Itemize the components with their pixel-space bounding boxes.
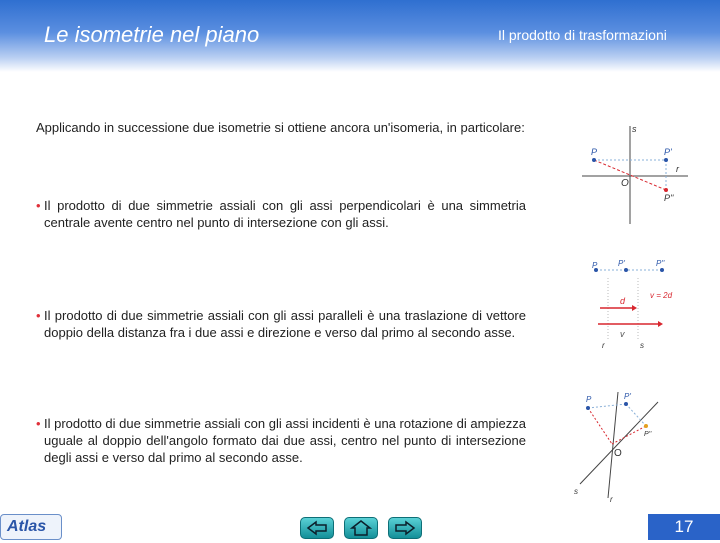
bullet-marker: • (36, 416, 41, 431)
point-p2 (644, 424, 648, 428)
label-p: P (592, 261, 598, 270)
axis-label-r: r (610, 495, 613, 504)
arrow-right-icon (389, 518, 421, 538)
bullet-perpendicular (36, 197, 526, 231)
label-p: P (586, 395, 592, 404)
page-number: 17 (648, 514, 720, 540)
label-p2: P'' (644, 431, 652, 438)
home-icon (345, 518, 377, 538)
home-button[interactable] (344, 517, 378, 539)
vector-equation: v = 2d (650, 291, 673, 300)
point-p2 (660, 268, 664, 272)
bullet-incident (36, 415, 526, 466)
axis-label-r: r (676, 164, 679, 174)
axis-label-s: s (632, 124, 637, 134)
point-p (592, 158, 596, 162)
bullet-text: Il prodotto di due simmetrie assiali con gli assi perpendicolari è una simmetria centrale avente centro nel punto di intersezione con gli assi. (44, 198, 526, 230)
figure-parallel (586, 252, 690, 352)
label-p1: P' (664, 147, 672, 157)
bullet-marker: • (36, 198, 41, 213)
forward-button[interactable] (388, 517, 422, 539)
label-p1: P' (624, 392, 631, 401)
axis-label-s: s (574, 487, 578, 496)
point-p1 (664, 158, 668, 162)
point-p2 (664, 188, 668, 192)
figure-perpendicular (580, 120, 690, 228)
page-title: Le isometrie nel piano (44, 22, 260, 47)
vector-label-v: v (620, 329, 625, 339)
point-p1 (624, 268, 628, 272)
label-p1: P' (618, 259, 625, 268)
bullet-marker: • (36, 308, 41, 323)
axis-label-r: r (602, 341, 605, 350)
section-subtitle: Il prodotto di trasformazioni (498, 27, 667, 43)
point-p1 (624, 402, 628, 406)
logo-text: Atlas (7, 518, 47, 535)
bullet-parallel (36, 307, 526, 341)
center-label-o: O (614, 448, 622, 459)
vector-label-d: d (620, 296, 626, 306)
intro-text: Applicando in successione due isometrie si ottiene ancora un'isomeria, in particolare: (36, 120, 525, 135)
center-label-o: O (621, 178, 629, 189)
bullet-text: Il prodotto di due simmetrie assiali con gli assi incidenti è una rotazione di ampiezza uguale al doppio dell'angolo formato dai due assi, centro nel punto di intersezione degli assi e verso dal primo al secondo asse. (44, 416, 526, 465)
arrow-left-icon (301, 518, 333, 538)
back-button[interactable] (300, 517, 334, 539)
label-p2: P'' (664, 193, 674, 203)
bullet-text: Il prodotto di due simmetrie assiali con gli assi paralleli è una traslazione di vettore doppio della distanza fra i due assi e direzione e verso dal primo al secondo asse. (44, 308, 526, 340)
label-p2: P'' (656, 259, 665, 268)
atlas-logo[interactable] (0, 514, 62, 540)
figure-incident (566, 388, 666, 504)
axis-label-s: s (640, 341, 644, 350)
label-p: P (591, 147, 598, 157)
point-p (586, 406, 590, 410)
header-banner (0, 0, 720, 72)
